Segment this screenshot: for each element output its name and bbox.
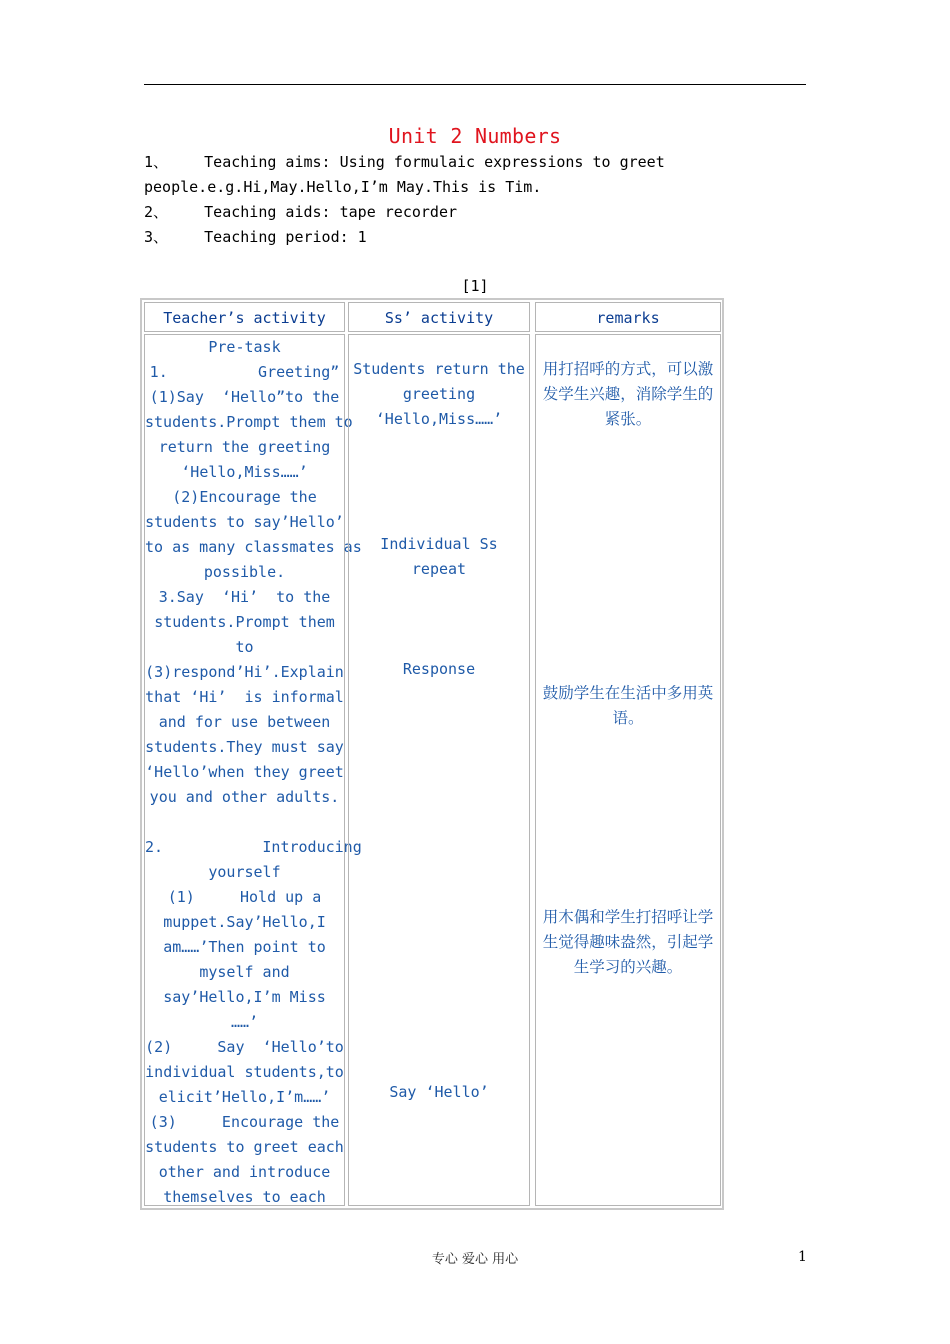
- remark-text: 语。: [612, 709, 644, 727]
- teacher-activity-line: (2)Encourage the: [172, 488, 317, 506]
- aim-line-3: 2、 Teaching aids: tape recorder: [144, 203, 458, 221]
- ss-block-say-hello: [349, 1080, 529, 1105]
- teacher-activity-line: return the greeting: [158, 438, 331, 456]
- activity-table: [140, 298, 724, 1210]
- header-ss-activity: Ss’ activity: [348, 302, 530, 332]
- teacher-activity-line: (1) Hold up a: [167, 888, 322, 906]
- page-footer: 专心 爱心 用心: [431, 1252, 519, 1267]
- header-teacher-activity: Teacher’s activity: [144, 302, 345, 332]
- aim-line-1: 1、 Teaching aims: Using formulaic expressions to greet: [144, 153, 665, 171]
- aim-line-4: 3、 Teaching period: 1: [144, 228, 367, 246]
- teacher-activity-line: 2. Introducing: [145, 838, 362, 856]
- teacher-activity-line: to as many classmates as: [145, 538, 362, 556]
- teacher-activity-line: muppet.Say’Hello,I: [163, 913, 326, 931]
- ss-text: greeting: [402, 385, 476, 403]
- teacher-activity-line: myself and: [199, 963, 290, 981]
- teacher-activity-line: other and introduce: [158, 1163, 331, 1181]
- teacher-activity-line: (1)Say ‘Hello”to the: [149, 388, 340, 406]
- ss-block-repeat: [349, 532, 529, 582]
- aim-line-2: people.e.g.Hi,May.Hello,I’m May.This is Tim.: [144, 178, 542, 196]
- remarks-cell: [535, 334, 721, 1206]
- teacher-activity-line: am……’Then point to: [163, 938, 326, 956]
- ss-text: Response: [402, 660, 476, 678]
- teacher-activity-line: (3)respond’Hi’.Explain: [145, 663, 344, 681]
- teacher-activity-line: ……’: [230, 1013, 259, 1031]
- section-heading-pre-task: Pre-task: [208, 338, 281, 356]
- teacher-activity-line: to: [235, 638, 254, 656]
- teacher-activity-line: say’Hello,I’m Miss: [163, 988, 326, 1006]
- remark-text: 发学生兴趣，消除学生的: [542, 385, 714, 403]
- teacher-activity-line: and for use between: [158, 713, 331, 731]
- remark-block-2: [536, 681, 720, 731]
- header-rule: [144, 84, 806, 85]
- document-title: Unit 2 Numbers: [388, 124, 562, 148]
- teacher-activity-line: themselves to each: [163, 1188, 326, 1206]
- remark-text: 生学习的兴趣。: [573, 958, 683, 976]
- remark-block-1: [536, 357, 720, 432]
- remark-text: 生觉得趣味盎然，引起学: [542, 933, 714, 951]
- teacher-activity-line: possible.: [203, 563, 286, 581]
- page-number: 1: [798, 1249, 807, 1265]
- ss-block-greeting: [349, 357, 529, 432]
- teacher-activity-line: students to greet each: [145, 1138, 344, 1156]
- table-label: [1]: [461, 277, 489, 295]
- teacher-activity-line: ‘Hello,Miss……’: [181, 463, 308, 481]
- ss-activity-cell: [348, 334, 530, 1206]
- teacher-activity-line: (3) Encourage the: [149, 1113, 340, 1131]
- teacher-activity-cell: [144, 334, 362, 1206]
- teacher-activity-line: yourself: [208, 863, 281, 881]
- teacher-activity-line: individual students,to: [145, 1063, 344, 1081]
- ss-text: Say ‘Hello’: [389, 1083, 489, 1101]
- ss-text: ‘Hello,Miss……’: [375, 410, 503, 428]
- teacher-activity-line: 1. Greeting”: [149, 363, 340, 381]
- teacher-activity-line: students.They must say: [145, 738, 344, 756]
- teacher-activity-line: [145, 810, 344, 835]
- remark-text: 用打招呼的方式，可以激: [542, 360, 714, 378]
- remark-text: 鼓励学生在生活中多用英: [542, 684, 714, 702]
- ss-text: Individual Ss repeat: [380, 535, 498, 578]
- remark-text: 用木偶和学生打招呼让学: [542, 908, 714, 926]
- teacher-activity-line: elicit’Hello,I’m……’: [158, 1088, 331, 1106]
- teacher-activity-line: that ‘Hi’ is informal: [145, 688, 344, 706]
- ss-text: Students return the: [353, 360, 525, 378]
- teacher-activity-line: (2) Say ‘Hello’to: [145, 1038, 344, 1056]
- teacher-activity-line: ‘Hello’when they greet: [145, 763, 344, 781]
- teacher-activity-line: students to say’Hello’: [145, 513, 344, 531]
- teacher-activity-line: students.Prompt them: [154, 613, 335, 631]
- header-remarks: remarks: [535, 302, 721, 332]
- teacher-activity-line: students.Prompt them to: [145, 413, 353, 431]
- teacher-activity-line: you and other adults.: [149, 788, 340, 806]
- remark-block-3: [536, 905, 720, 980]
- ss-block-response: [349, 657, 529, 682]
- teacher-activity-line: 3.Say ‘Hi’ to the: [158, 588, 331, 606]
- remark-text: 紧张。: [604, 410, 652, 428]
